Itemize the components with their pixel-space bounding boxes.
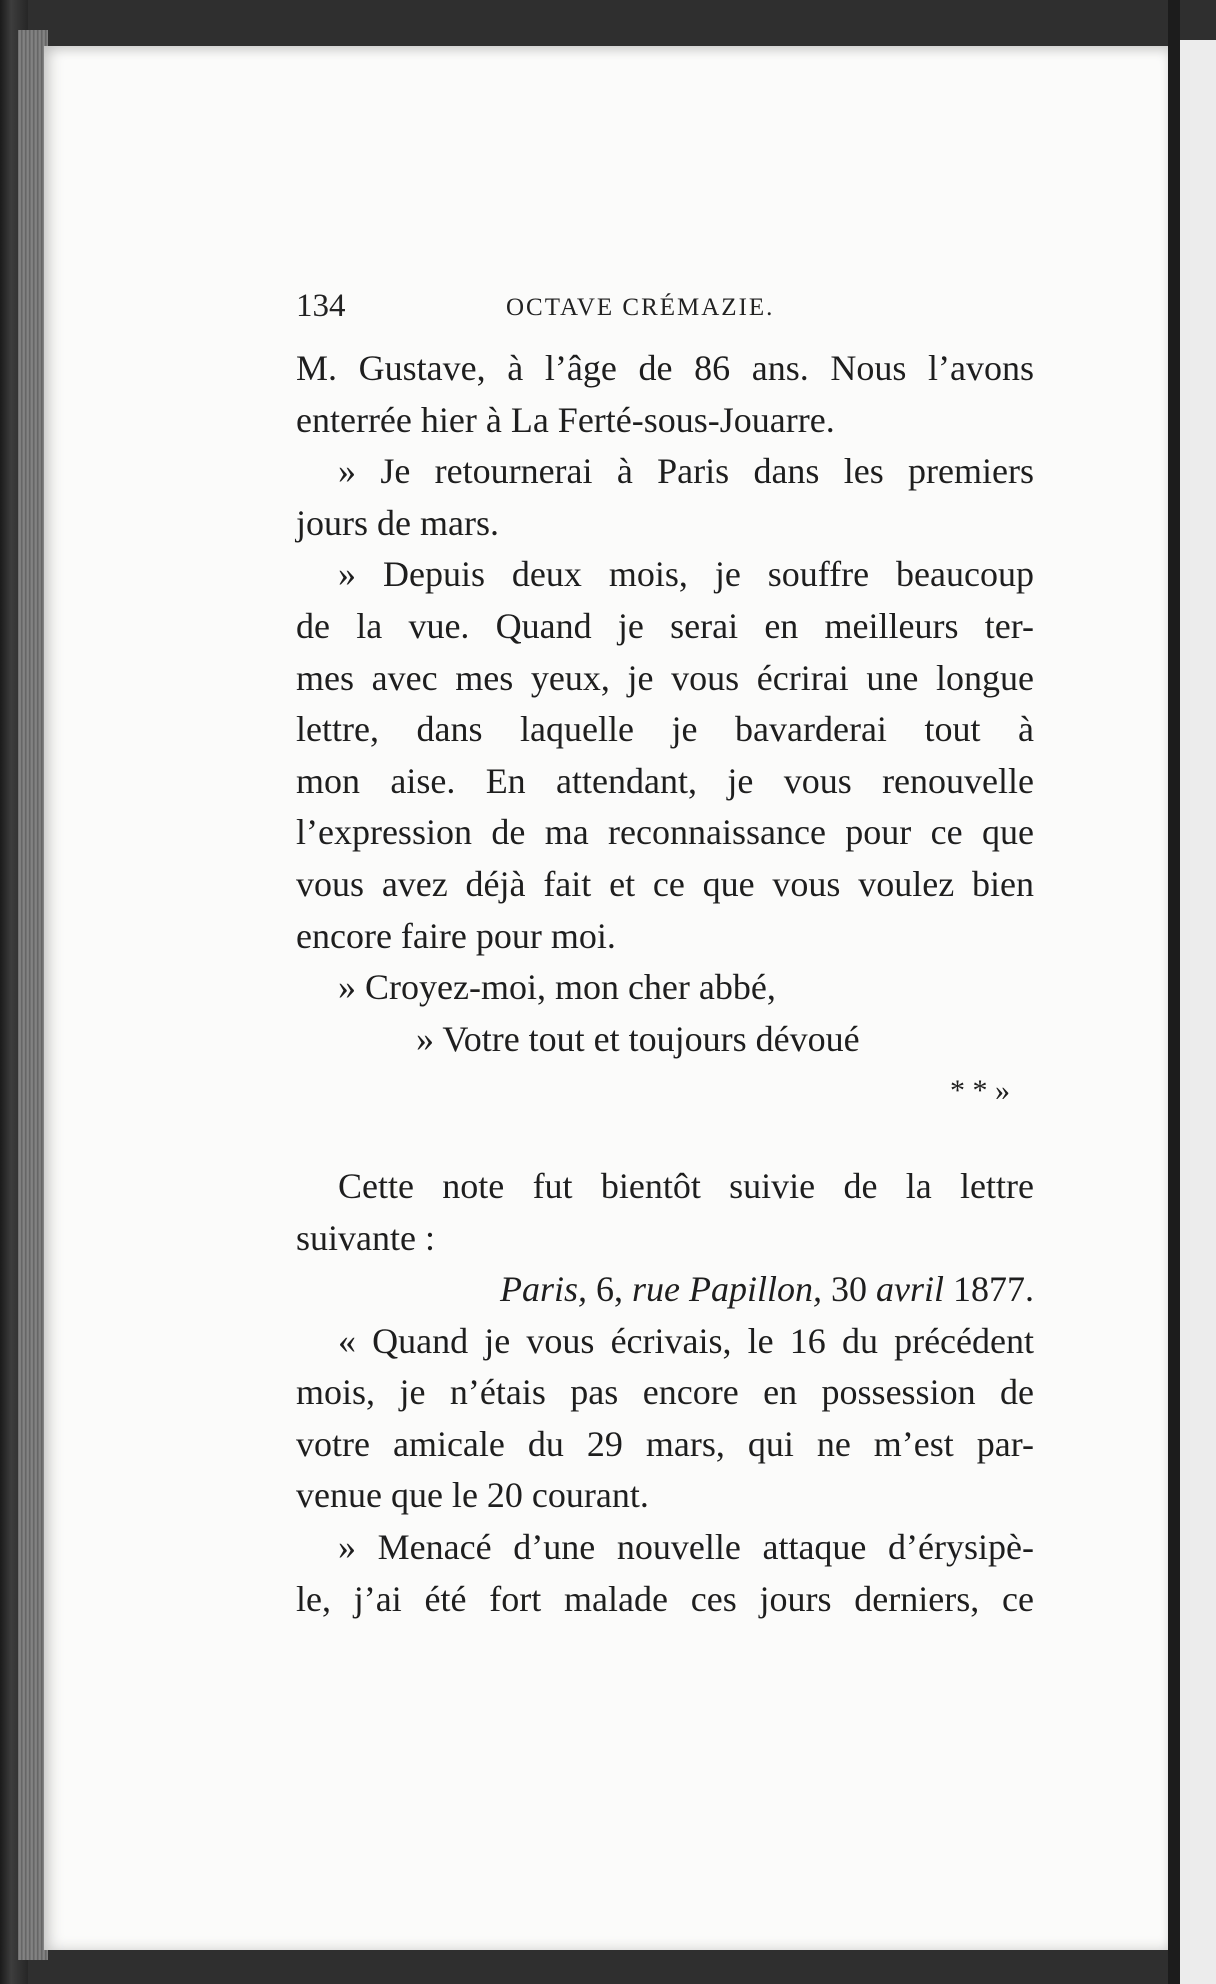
text-line: l’expression de ma reconnaissance pour ce que [296, 812, 1034, 853]
text-line: encore faire pour moi. [296, 915, 616, 956]
text-line: votre amicale du 29 mars, qui ne m’est par- [296, 1423, 1034, 1464]
text-line: Cette note fut bientôt suivie de la lettre [338, 1165, 1034, 1206]
text-line: mes avec mes yeux, je vous écrirai une longue [296, 657, 1034, 698]
running-head [296, 288, 816, 328]
dateline-number: 6, [587, 1269, 633, 1310]
facing-page-edge [1180, 40, 1216, 1984]
text-line: mon aise. En attendant, je vous renouvelle [296, 760, 1034, 801]
signature-asterisks: * * » [950, 1074, 1010, 1108]
closing-signoff: » Votre tout et toujours dévoué [416, 1018, 860, 1059]
text-line: » Menacé d’une nouvelle attaque d’érysipè- [338, 1527, 1034, 1568]
text-line: jours de mars. [296, 502, 499, 543]
page-number: 134 [296, 288, 346, 324]
text-line: vous avez déjà fait et ce que vous voulez bien [296, 863, 1034, 904]
dateline-place: Paris, [500, 1269, 588, 1310]
text-line: M. Gustave, à l’âge de 86 ans. Nous l’avons [296, 348, 1034, 388]
text-line: » Depuis deux mois, je souffre beaucoup [338, 554, 1034, 595]
running-title: OCTAVE CRÉMAZIE. [506, 294, 775, 321]
text-line: le, j’ai été fort malade ces jours derniers, ce [296, 1578, 1034, 1619]
dateline-day: 30 [822, 1269, 876, 1310]
facing-page-gutter [1168, 0, 1180, 1984]
text-line: » Je retournerai à Paris dans les premiers [338, 451, 1034, 492]
text-line: mois, je n’étais pas encore en possession de [296, 1372, 1034, 1413]
text-line: « Quand je vous écrivais, le 16 du précédent [338, 1320, 1034, 1361]
dateline-street: rue Papillon, [632, 1269, 822, 1310]
text-line: de la vue. Quand je serai en meilleurs ter- [296, 605, 1034, 646]
dateline-year: 1877. [944, 1269, 1034, 1310]
dateline-month: avril [876, 1269, 944, 1310]
text-line: suivante : [296, 1217, 435, 1258]
paragraph-gap [296, 1117, 1034, 1161]
closing-salutation: » Croyez-moi, mon cher abbé, [338, 967, 776, 1008]
page-text [296, 343, 1034, 1625]
letter-dateline [296, 1264, 1034, 1316]
text-line: venue que le 20 courant. [296, 1475, 649, 1516]
text-line: enterrée hier à La Ferté-sous-Jouarre. [296, 399, 835, 440]
text-line: lettre, dans laquelle je bavarderai tout à [296, 709, 1034, 750]
